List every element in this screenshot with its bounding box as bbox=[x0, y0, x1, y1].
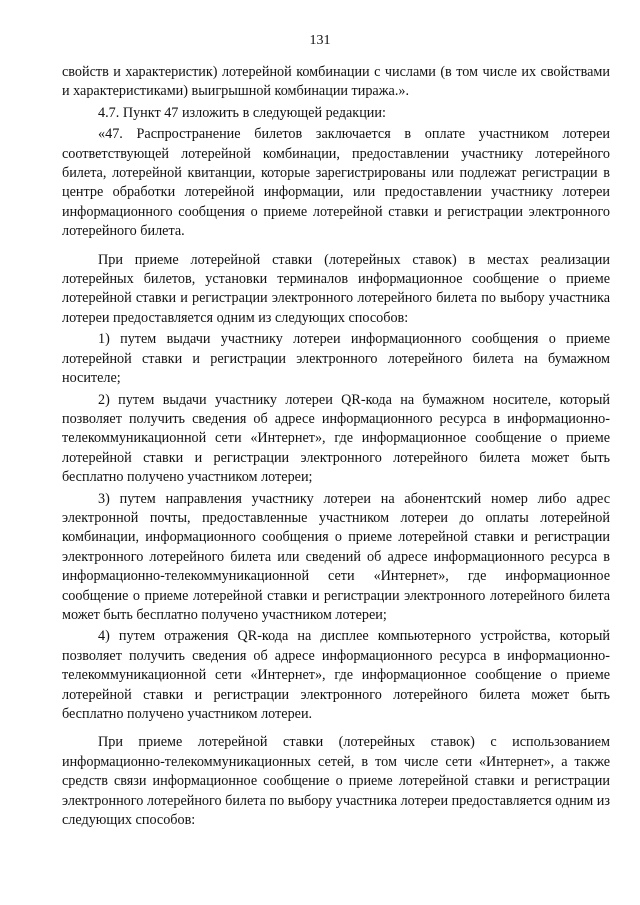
paragraph-amendment-heading: 4.7. Пункт 47 изложить в следующей редакции: bbox=[98, 104, 386, 121]
page-number: 131 bbox=[309, 33, 331, 48]
paragraph-online-methods: При приеме лотерейной ставки (лотерейных ставок) с использованием информационно-телекоммуникационных сетей, в том числе сети «Интернет», а также средств связи информационное сообщение о приеме лотерейной ставки и регистрации электронного лотерейного билета по выбору участника лотереи предоставляется одним из следующих способов: bbox=[62, 734, 610, 829]
list-item-4: 4) путем отражения QR-кода на дисплее компьютерного устройства, который позволяет получить сведения об адресе информационного ресурса в информационно-телекоммуникационной сети «Интернет», где информационное сообщение о приеме лотерейной ставки и регистрации электронного лотерейного билета может быть бесплатно получено участником лотереи. bbox=[62, 628, 610, 722]
list-item-3: 3) путем направления участнику лотереи на абонентский номер либо адрес электронной почты, предоставленные участником лотереи до оплаты лотерейной комбинации, информационного сообщения о приеме лотерейной ставки и регистрации электронного лотерейного билета или сведений об адресе информационного ресурса в информационно-телекоммуникационной сети «Интернет», где информационное сообщение о приеме лотерейной ставки и регистрации электронного лотерейного билета может быть бесплатно получено участником лотереи; bbox=[62, 490, 610, 623]
paragraph-continuation: свойств и характеристик) лотерейной комбинации с числами (в том числе их свойствами и характеристиками) выигрышной комбинации тиража.». bbox=[62, 64, 610, 100]
document-body bbox=[62, 63, 610, 830]
list-item-1: 1) путем выдачи участнику лотереи информационного сообщения о приеме лотерейной ставки и регистрации электронного лотерейного билета на бумажном носителе; bbox=[62, 331, 610, 387]
paragraph-in-person-methods: При приеме лотерейной ставки (лотерейных ставок) в местах реализации лотерейных билетов, установки терминалов информационное сообщение о приеме лотерейной ставки и регистрации электронного лотерейного билета по выбору участника лотереи предоставляется одним из следующих способов: bbox=[62, 251, 610, 326]
paragraph-clause-47: «47. Распространение билетов заключается в оплате участником лотереи соответствующей лотерейной комбинации, предоставлении участнику лотерейного билета, лотерейной квитанции, которые зарегистрированы или подлежат регистрации в центре обработки лотерейной информации, или предоставлении участнику лотереи информационного сообщения о приеме лотерейной ставки и регистрации электронного лотерейного билета. bbox=[62, 126, 610, 240]
list-item-2: 2) путем выдачи участнику лотереи QR-кода на бумажном носителе, который позволяет получить сведения об адресе информационного ресурса в информационно-телекоммуникационной сети «Интернет», где информационное сообщение о приеме лотерейной ставки и регистрации электронного лотерейного билета может быть бесплатно получено участником лотереи; bbox=[62, 391, 610, 486]
